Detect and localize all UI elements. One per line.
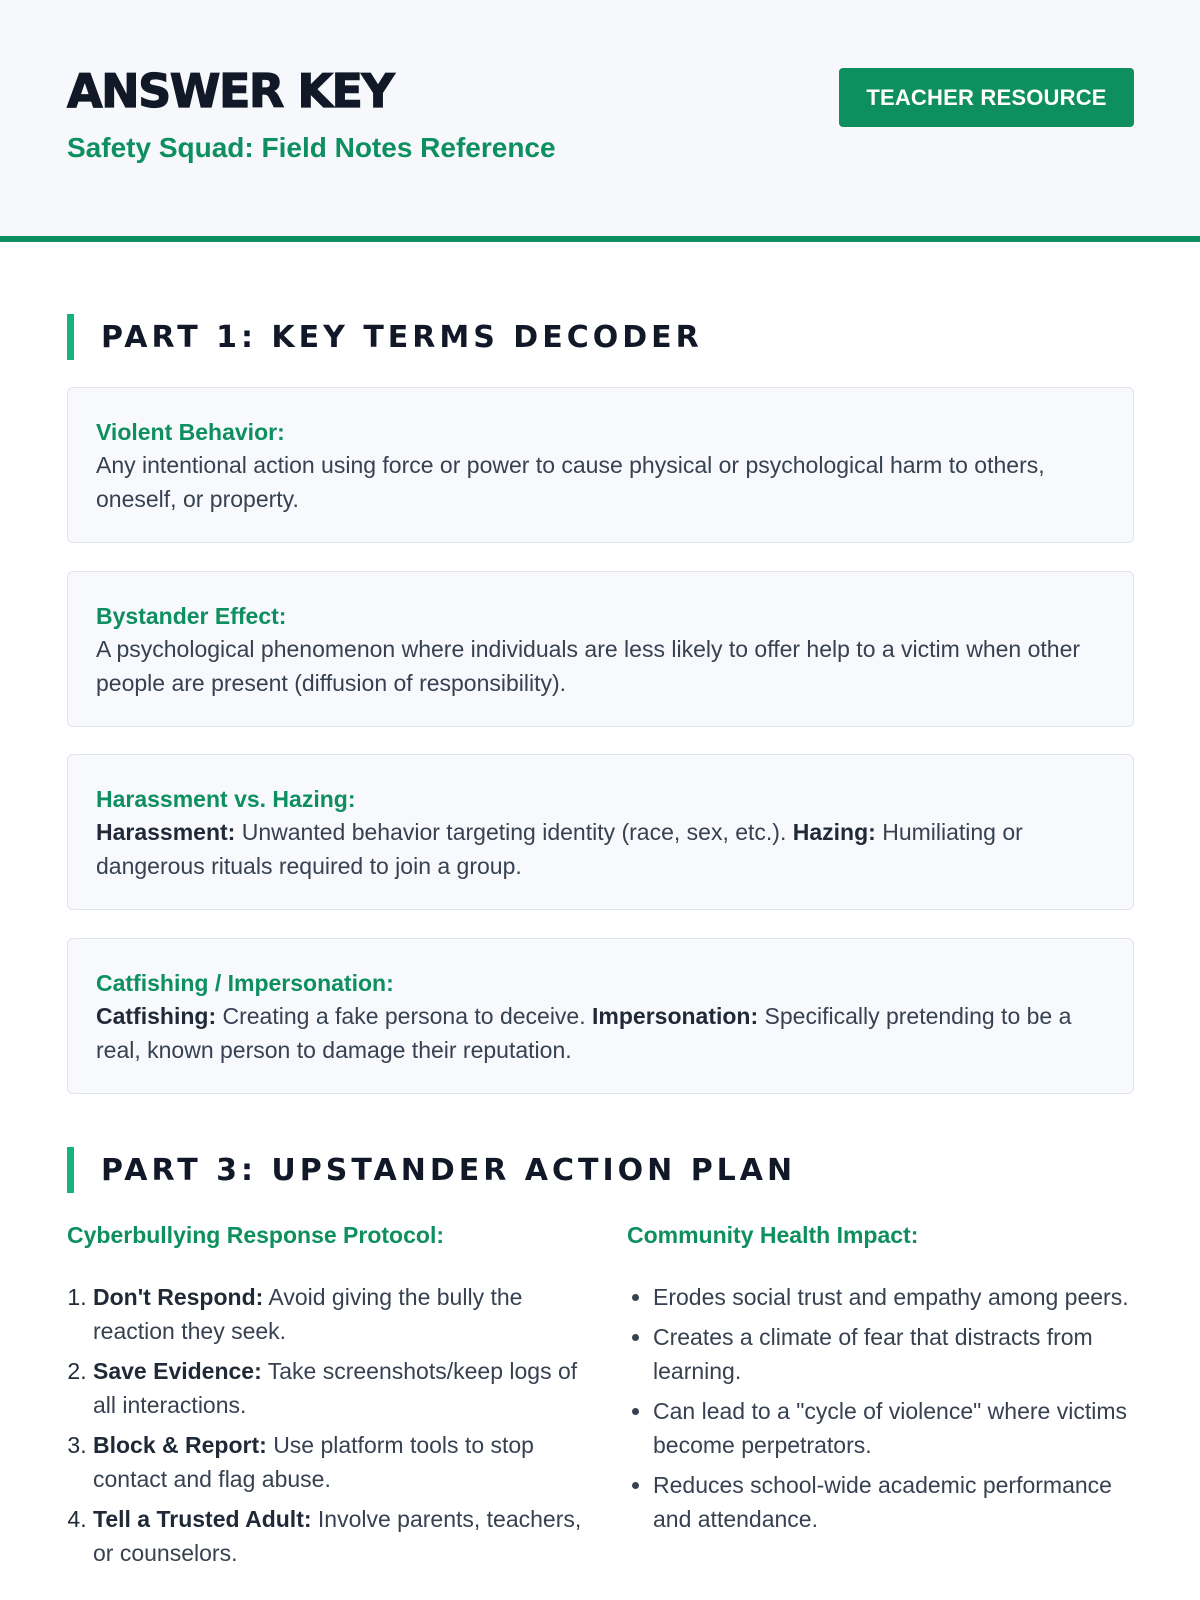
term-title: Catfishing / Impersonation: xyxy=(96,970,394,996)
protocol-steps xyxy=(67,1280,587,1576)
step-text: Avoid giving the bully the reaction they seek. xyxy=(93,1284,523,1344)
term-label: Hazing: xyxy=(792,819,876,845)
term-label: Harassment: xyxy=(96,819,236,845)
impact-item: • Can lead to a "cycle of violence" where victims become perpetrators. xyxy=(653,1394,1147,1462)
impact-title: Community Health Impact: xyxy=(627,1222,919,1248)
protocol-step xyxy=(93,1502,587,1570)
term-definition: Any intentional action using force or power to cause physical or psychological harm to others, oneself, or property. xyxy=(96,452,1045,512)
step-text: Take screenshots/keep logs of all interactions. xyxy=(93,1358,578,1418)
term-label: Catfishing: xyxy=(96,1003,217,1029)
term-card-harassment-hazing xyxy=(67,754,1134,910)
term-title: Harassment vs. Hazing: xyxy=(96,786,356,812)
protocol-title: Cyberbullying Response Protocol: xyxy=(67,1222,444,1248)
term-card-violent-behavior xyxy=(67,387,1134,543)
step-label: Don't Respond: xyxy=(93,1284,264,1310)
part1-heading: PART 1: KEY TERMS DECODER xyxy=(67,314,703,360)
term-definition: A psychological phenomenon where individuals are less likely to offer help to a victim when other people are present (diffusion of responsibility). xyxy=(96,636,1081,696)
step-label: Save Evidence: xyxy=(93,1358,262,1384)
term-text: Creating a fake persona to deceive. xyxy=(222,1003,586,1029)
page-subtitle: Safety Squad: Field Notes Reference xyxy=(67,132,556,163)
protocol-step xyxy=(93,1354,587,1422)
term-definition xyxy=(96,999,1105,1067)
term-text: Specifically pretending to be a real, known person to damage their reputation. xyxy=(96,1003,1072,1063)
step-label: Tell a Trusted Adult: xyxy=(93,1506,312,1532)
page-title: ANSWER KEY xyxy=(67,64,394,118)
term-definition xyxy=(96,815,1105,883)
step-text: Involve parents, teachers, or counselors. xyxy=(93,1506,582,1566)
step-label: Block & Report: xyxy=(93,1432,267,1458)
protocol-step xyxy=(93,1428,587,1496)
term-card-catfishing-impersonation xyxy=(67,938,1134,1094)
term-label: Impersonation: xyxy=(592,1003,759,1029)
impact-item: • Reduces school-wide academic performance and attendance. xyxy=(653,1468,1147,1536)
impact-list xyxy=(627,1280,1147,1542)
term-text: Unwanted behavior targeting identity (race, sex, etc.). xyxy=(241,819,787,845)
impact-item: • Erodes social trust and empathy among peers. xyxy=(653,1280,1147,1314)
protocol-step xyxy=(93,1280,587,1348)
impact-item: • Creates a climate of fear that distracts from learning. xyxy=(653,1320,1147,1388)
term-text: Humiliating or dangerous rituals required to join a group. xyxy=(96,819,1023,879)
header xyxy=(0,0,1200,242)
term-card-bystander-effect xyxy=(67,571,1134,727)
term-title: Bystander Effect: xyxy=(96,603,287,629)
teacher-resource-badge: TEACHER RESOURCE xyxy=(839,68,1134,127)
term-title: Violent Behavior: xyxy=(96,419,285,445)
step-text: Use platform tools to stop contact and flag abuse. xyxy=(93,1432,534,1492)
part3-heading: PART 3: UPSTANDER ACTION PLAN xyxy=(67,1147,796,1193)
